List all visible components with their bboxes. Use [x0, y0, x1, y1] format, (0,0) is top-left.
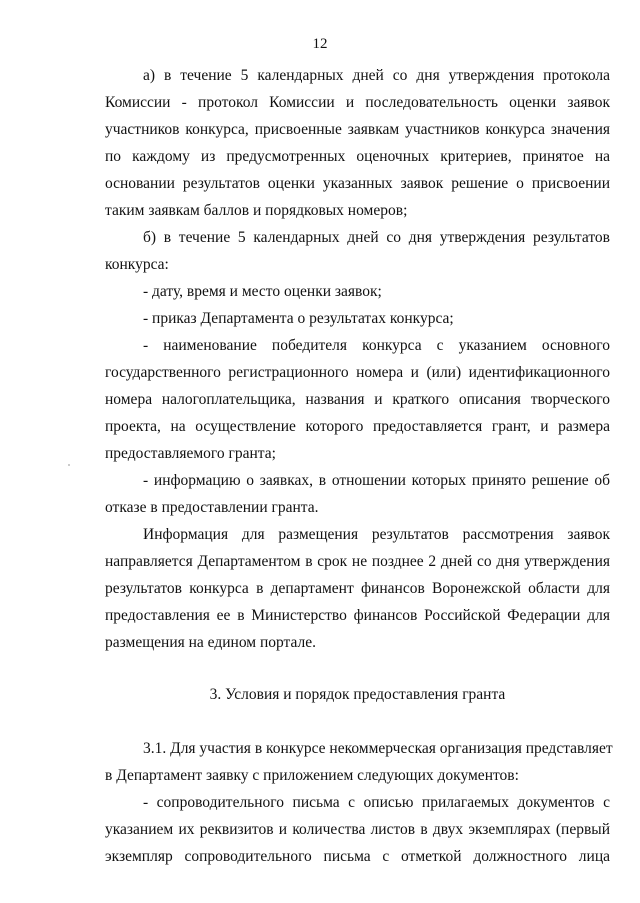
text-line: размещения на едином портале. [105, 634, 317, 651]
text-line: - информацию о заявках, в отношении которых принято решение об [143, 472, 610, 489]
text-line: по каждому из предусмотренных оценочных критериев, принятое на [105, 148, 610, 165]
text-line: а) в течение 5 календарных дней со дня утверждения протокола [143, 67, 610, 84]
section-spacer [105, 656, 610, 681]
page-number: 12 [312, 36, 328, 52]
document-body [105, 62, 613, 870]
text-line: предоставления ее в Министерство финансов Российской Федерации для [105, 607, 610, 624]
text-line: в Департамент заявку с приложением следующих документов: [105, 767, 519, 784]
list-item-date [105, 278, 610, 305]
text-line: номера налогоплательщика, названия и краткого описания творческого [105, 391, 610, 408]
section-spacer [105, 708, 610, 735]
text-line: - сопроводительного письма с описью прилагаемых документов с [143, 794, 610, 811]
section-heading: 3. Условия и порядок предоставления гранта [209, 686, 506, 703]
text-line: б) в течение 5 календарных дней со дня утверждения результатов [143, 229, 610, 246]
text-line: - приказ Департамента о результатах конкурса; [143, 310, 454, 327]
text-line: основании результатов оценки указанных заявок решение о присвоении [105, 175, 610, 192]
text-line: направляется Департаментом в срок не позднее 2 дней со дня утверждения [105, 553, 610, 570]
list-item-winner [105, 332, 610, 467]
text-line: - наименование победителя конкурса с указанием основного [143, 337, 610, 354]
text-line: Информация для размещения результатов рассмотрения заявок [143, 526, 610, 543]
text-line: таким заявкам баллов и порядковых номеров; [105, 202, 408, 219]
paragraph-b-results [105, 224, 610, 278]
text-line: Комиссии - протокол Комиссии и последовательность оценки заявок [105, 94, 610, 111]
text-line: экземпляр сопроводительного письма с отметкой должностного лица [105, 848, 610, 865]
paragraph-3-1 [105, 735, 613, 789]
text-line: конкурса: [105, 256, 169, 273]
paragraph-a-protocol [105, 62, 610, 224]
text-line: участников конкурса, присвоенные заявкам участников конкурса значения [105, 121, 610, 138]
list-item-applications [105, 467, 610, 521]
text-line: отказе в предоставлении гранта. [105, 499, 319, 516]
list-item-order [105, 305, 610, 332]
text-line: результатов конкурса в департамент финансов Воронежской области для [105, 580, 610, 597]
text-line: 3.1. Для участия в конкурсе некоммерческая организация представляет [143, 740, 613, 757]
text-line: предоставляемого гранта; [105, 445, 276, 462]
text-line: указанием их реквизитов и количества листов в двух экземплярах (первый [105, 821, 610, 838]
text-line: государственного регистрационного номера и (или) идентификационного [105, 364, 610, 381]
text-line: - дату, время и место оценки заявок; [143, 283, 382, 300]
list-item-cover-letter [105, 789, 610, 870]
text-line: проекта, на осуществление которого предоставляется грант, и размера [105, 418, 610, 435]
scan-speck [68, 464, 70, 466]
paragraph-information [105, 521, 610, 656]
